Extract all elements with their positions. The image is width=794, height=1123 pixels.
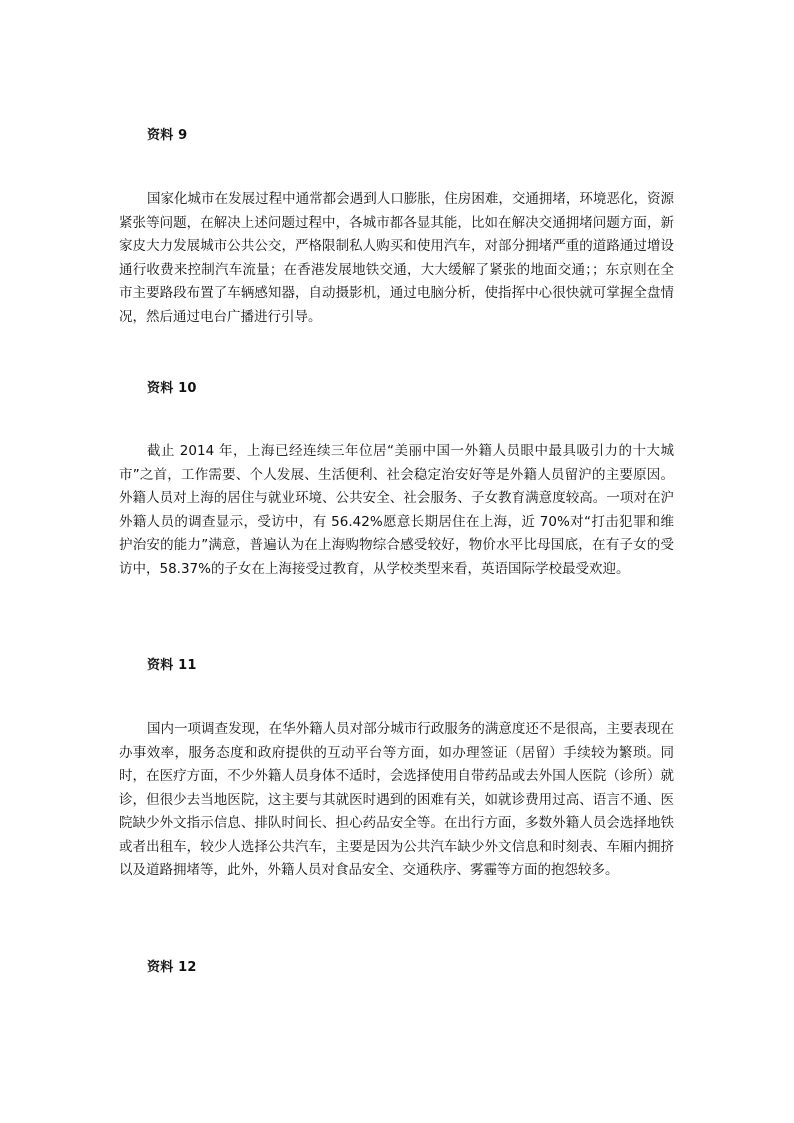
section-body-10: 截止 2014 年，上海已经连续三年位居“美丽中国一外籍人员眼中最具吸引力的十大城市”之首，工作需要、个人发展、生活便利、社会稳定治安好等是外籍人员留沪的主要原因。外籍人员对上海的居住与就业环境、公共安全、社会服务、子女教育满意度较高。一项对在沪外籍人员的调查显示，受访中，有 56.42%愿意长期居住在上海，近 70%对“打击犯罪和维护治安的能力”满意，普遍认为在上海购物综合感受较好，物价水平比母国底，在有子女的受访中，58.37%的子女在上海接受过教育，从学校类型来看，英语国际学校最受欢迎。 [119,443,674,577]
section-heading-9: 资料 9 [147,128,188,143]
section-heading-11: 资料 11 [147,658,197,673]
section-heading-12: 资料 12 [147,960,197,975]
section-body-9: 国家化城市在发展过程中通常都会遇到人口膨胀，住房困难，交通拥堵，环境恶化，资源紧张等问题，在解决上述问题过程中，各城市都各显其能，比如在解决交通拥堵问题方面，新家皮大力发展城市公共公交，严格限制私人购买和使用汽车，对部分拥堵严重的道路通过增设通行收费来控制汽车流量；在香港发展地铁交通，大大缓解了紧张的地面交通；；东京则在全市主要路段布置了车辆感知器，自动摄影机，通过电脑分析，使指挥中心很快就可掌握全盘情况，然后通过电台广播进行引导。 [119,191,674,325]
section-heading-10: 资料 10 [147,381,197,396]
section-body-11: 国内一项调查发现，在华外籍人员对部分城市行政服务的满意度还不是很高，主要表现在办事效率，服务态度和政府提供的互动平台等方面，如办理签证（居留）手续较为繁琐。同时，在医疗方面，不少外籍人员身体不适时，会选择使用自带药品或去外国人医院（诊所）就诊，但很少去当地医院，这主要与其就医时遇到的困难有关，如就诊费用过高、语言不通、医院缺少外文指示信息、排队时间长、担心药品安全等。在出行方面，多数外籍人员会选择地铁或者出租车，较少人选择公共汽车，主要是因为公共汽车缺少外文信息和时刻表、车厢内拥挤以及道路拥堵等，此外，外籍人员对食品安全、交通秩序、雾霾等方面的抱怨较多。 [119,721,674,878]
